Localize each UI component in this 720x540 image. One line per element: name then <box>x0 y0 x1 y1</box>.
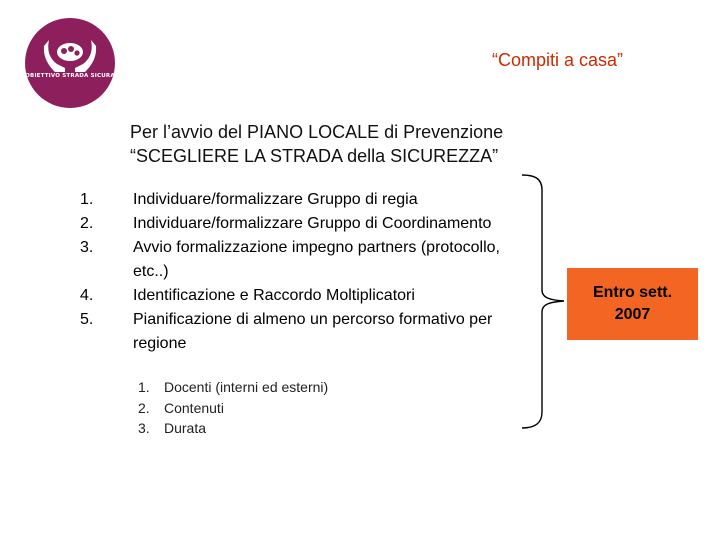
sub-list-item-number: 2. <box>138 399 150 416</box>
sub-list-item-number: 1. <box>138 379 150 395</box>
list-item <box>80 236 513 284</box>
subtitle-line-2: “SCEGLIERE LA STRADA della SICUREZZA” <box>130 146 499 166</box>
list-item <box>80 308 513 356</box>
page-title: “Compiti a casa” <box>491 50 623 70</box>
right-brace <box>520 172 570 434</box>
steps-list <box>80 188 513 356</box>
list-item-text: Identificazione e Raccordo Moltiplicatori <box>133 287 415 304</box>
sub-list-item <box>138 377 328 398</box>
list-item <box>80 188 513 212</box>
sub-list-item-number: 3. <box>138 420 150 436</box>
list-item-number: 5. <box>80 311 94 328</box>
list-item-text: Avvio formalizzazione impegno partners (protocollo, etc..) <box>133 239 500 280</box>
list-item-number: 4. <box>80 287 94 304</box>
deadline-box <box>567 268 698 340</box>
logo-text: OBIETTIVO STRADA SICURA <box>25 73 115 79</box>
list-item <box>80 284 513 308</box>
hands-icon <box>25 18 115 108</box>
list-item <box>80 212 513 236</box>
subtitle <box>130 120 503 168</box>
list-item-number: 1. <box>80 191 94 208</box>
list-item-text: Pianificazione di almeno un percorso formativo per regione <box>133 311 493 352</box>
subtitle-line-1: Per l’avvio del PIANO LOCALE di Prevenzione <box>130 122 504 142</box>
deadline-line-2: 2007 <box>614 306 651 323</box>
sub-list-item-text: Docenti (interni ed esterni) <box>164 379 329 395</box>
substeps-list <box>138 377 328 439</box>
logo <box>25 18 115 108</box>
sub-list-item <box>138 418 328 439</box>
list-item-text: Individuare/formalizzare Gruppo di Coordinamento <box>133 215 492 232</box>
list-item-text: Individuare/formalizzare Gruppo di regia <box>133 191 418 208</box>
list-item-number: 2. <box>80 215 94 232</box>
sub-list-item-text: Durata <box>164 420 207 436</box>
deadline-line-1: Entro sett. <box>592 284 673 301</box>
sub-list-item <box>138 398 328 419</box>
sub-list-item-text: Contenuti <box>164 399 224 416</box>
list-item-number: 3. <box>80 239 94 256</box>
